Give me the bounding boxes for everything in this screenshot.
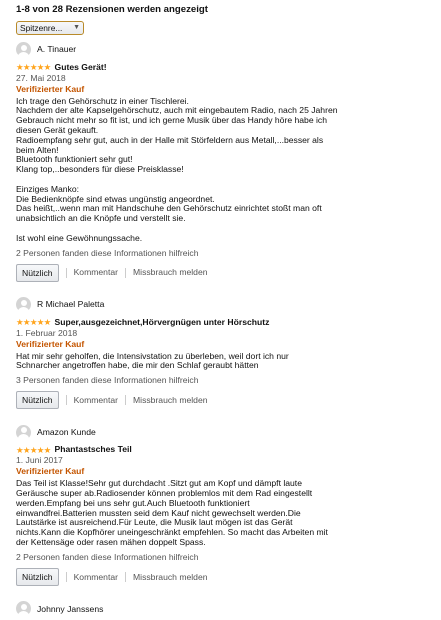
review-actions	[16, 264, 441, 282]
review-body	[16, 97, 361, 244]
report-abuse-link[interactable]: Missbrauch melden	[133, 267, 208, 278]
review-body-line: Das heißt,..wenn man mit Handschuhe den Gehörschutz einrichtet stoßt man oft	[16, 203, 322, 214]
reviewer	[16, 423, 441, 441]
divider	[66, 268, 67, 278]
review-body-line: Lautstärke ist ausreichend.Für Leute, die Musik laut mögen ist das Gerät	[16, 517, 293, 528]
helpful-count: 2 Personen fanden diese Informationen hilfreich	[16, 247, 199, 258]
star-rating-icon[interactable]: ★★★★★	[16, 316, 51, 327]
review-title-row	[16, 62, 441, 73]
review-title[interactable]: Phantastsches Teil	[54, 444, 132, 455]
review-body-line: Einziges Manko:	[16, 183, 80, 194]
review-body-line: diesen Gerät gekauft.	[16, 124, 99, 135]
reviewer	[16, 600, 441, 618]
review-title[interactable]: Gutes Gerät!	[54, 61, 107, 72]
chevron-down-icon: ▼	[73, 23, 80, 31]
report-abuse-link[interactable]: Missbrauch melden	[133, 571, 208, 582]
review-body-line: unabsichtlich an die Knöpfe und verstellt sie.	[16, 213, 186, 224]
review-body-line: werden.Empfang bei uns sehr gut.Auch Bluetooth funktioniert	[16, 497, 250, 508]
reviewer-name[interactable]: R Michael Paletta	[37, 299, 105, 310]
review-actions	[16, 568, 441, 586]
review-body-line: beim Alten!	[16, 144, 59, 155]
avatar-icon	[16, 425, 31, 440]
comment-link[interactable]: Kommentar	[73, 394, 118, 405]
helpful-count: 2 Personen fanden diese Informationen hilfreich	[16, 551, 199, 562]
reviewer	[16, 296, 441, 314]
reviewer-name[interactable]: Johnny Janssens	[37, 603, 104, 614]
avatar-icon	[16, 297, 31, 312]
review-body-line: Klang top,..besonders für diese Preisklasse!	[16, 164, 184, 175]
avatar-icon	[16, 42, 31, 57]
divider	[125, 572, 126, 582]
review-body-line: Ich trage den Gehörschutz in einer Tischlerei.	[16, 95, 189, 106]
comment-link[interactable]: Kommentar	[73, 267, 118, 278]
reviewer-name[interactable]: A. Tinauer	[37, 44, 77, 55]
review-body-line: Das Teil ist Klasse!Sehr gut durchdacht .Sitzt gut am Kopf und dämpft laute	[16, 478, 302, 489]
review-count-text: 1-8 von 28 Rezensionen werden angezeigt	[16, 4, 208, 15]
sort-select-value: Spitzenre...	[20, 22, 63, 33]
review-date: 1. Februar 2018	[16, 327, 78, 338]
review-actions	[16, 391, 441, 409]
reviewer	[16, 41, 441, 59]
divider	[125, 268, 126, 278]
review-body-line: Die Bedienknöpfe sind etwas ungünstig angeordnet.	[16, 193, 215, 204]
review-body-line: einwandfrei.Batterien mussten seid dem Kauf nicht gewechselt werden.Die	[16, 507, 301, 518]
review-body-line: Ist wohl eine Gewöhnungssache.	[16, 232, 143, 243]
divider	[125, 395, 126, 405]
verified-purchase-badge: Verifizierter Kauf	[16, 338, 85, 349]
report-abuse-link[interactable]: Missbrauch melden	[133, 394, 208, 405]
review-item	[16, 41, 441, 282]
review-body-line: der Kettensäge oder rasen mähen doppelt Spass.	[16, 536, 206, 547]
helpful-button[interactable]: Nützlich	[16, 568, 59, 586]
review-body-line: Nachdem der alte Kapselgehörschutz, auch mit eingebautem Radio, nach 25 Jahren	[16, 105, 338, 116]
review-date: 27. Mai 2018	[16, 72, 66, 83]
review-item	[16, 600, 441, 618]
review-body	[16, 352, 361, 372]
review-title-row	[16, 317, 441, 328]
review-body-line: Radioempfang sehr gut, auch in der Halle mit Störfeldern aus Metall,...besser als	[16, 134, 324, 145]
divider	[66, 395, 67, 405]
helpful-count: 3 Personen fanden diese Informationen hilfreich	[16, 375, 199, 386]
review-title-row	[16, 444, 441, 455]
star-rating-icon[interactable]: ★★★★★	[16, 62, 51, 73]
sort-select[interactable]	[16, 21, 84, 35]
review-body-line: nichts.Kann die Kopfhörer uneingeschränkt empfehlen. So macht das Arbeiten mit	[16, 527, 328, 538]
review-body-line: Geräusche super ab.Radiosender können problemlos mit dem Rad eingestellt	[16, 487, 313, 498]
review-body	[16, 479, 361, 548]
divider	[66, 572, 67, 582]
verified-purchase-badge: Verifizierter Kauf	[16, 83, 85, 94]
helpful-button[interactable]: Nützlich	[16, 391, 59, 409]
helpful-button[interactable]: Nützlich	[16, 264, 59, 282]
reviewer-name[interactable]: Amazon Kunde	[37, 426, 96, 437]
review-item	[16, 423, 441, 586]
review-title[interactable]: Super,ausgezeichnet,Hörvergnügen unter Hörschutz	[54, 316, 270, 327]
star-rating-icon[interactable]: ★★★★★	[16, 444, 51, 455]
verified-purchase-badge: Verifizierter Kauf	[16, 466, 85, 477]
avatar-icon	[16, 601, 31, 616]
comment-link[interactable]: Kommentar	[73, 571, 118, 582]
review-date: 1. Juni 2017	[16, 455, 63, 466]
review-body-line: Schnarcher angetroffen habe, die mir den Schlaf geraubt hätten	[16, 360, 259, 371]
review-body-line: Hat mir sehr geholfen, die Intensivstation zu überleben, weil dort ich nur	[16, 350, 289, 361]
review-body-line: Gebrauch nicht mehr so fit ist, und ich gerne Musik über das Handy höre habe ich	[16, 115, 327, 126]
review-item	[16, 296, 441, 410]
review-body-line: Bluetooth funktioniert sehr gut!	[16, 154, 133, 165]
